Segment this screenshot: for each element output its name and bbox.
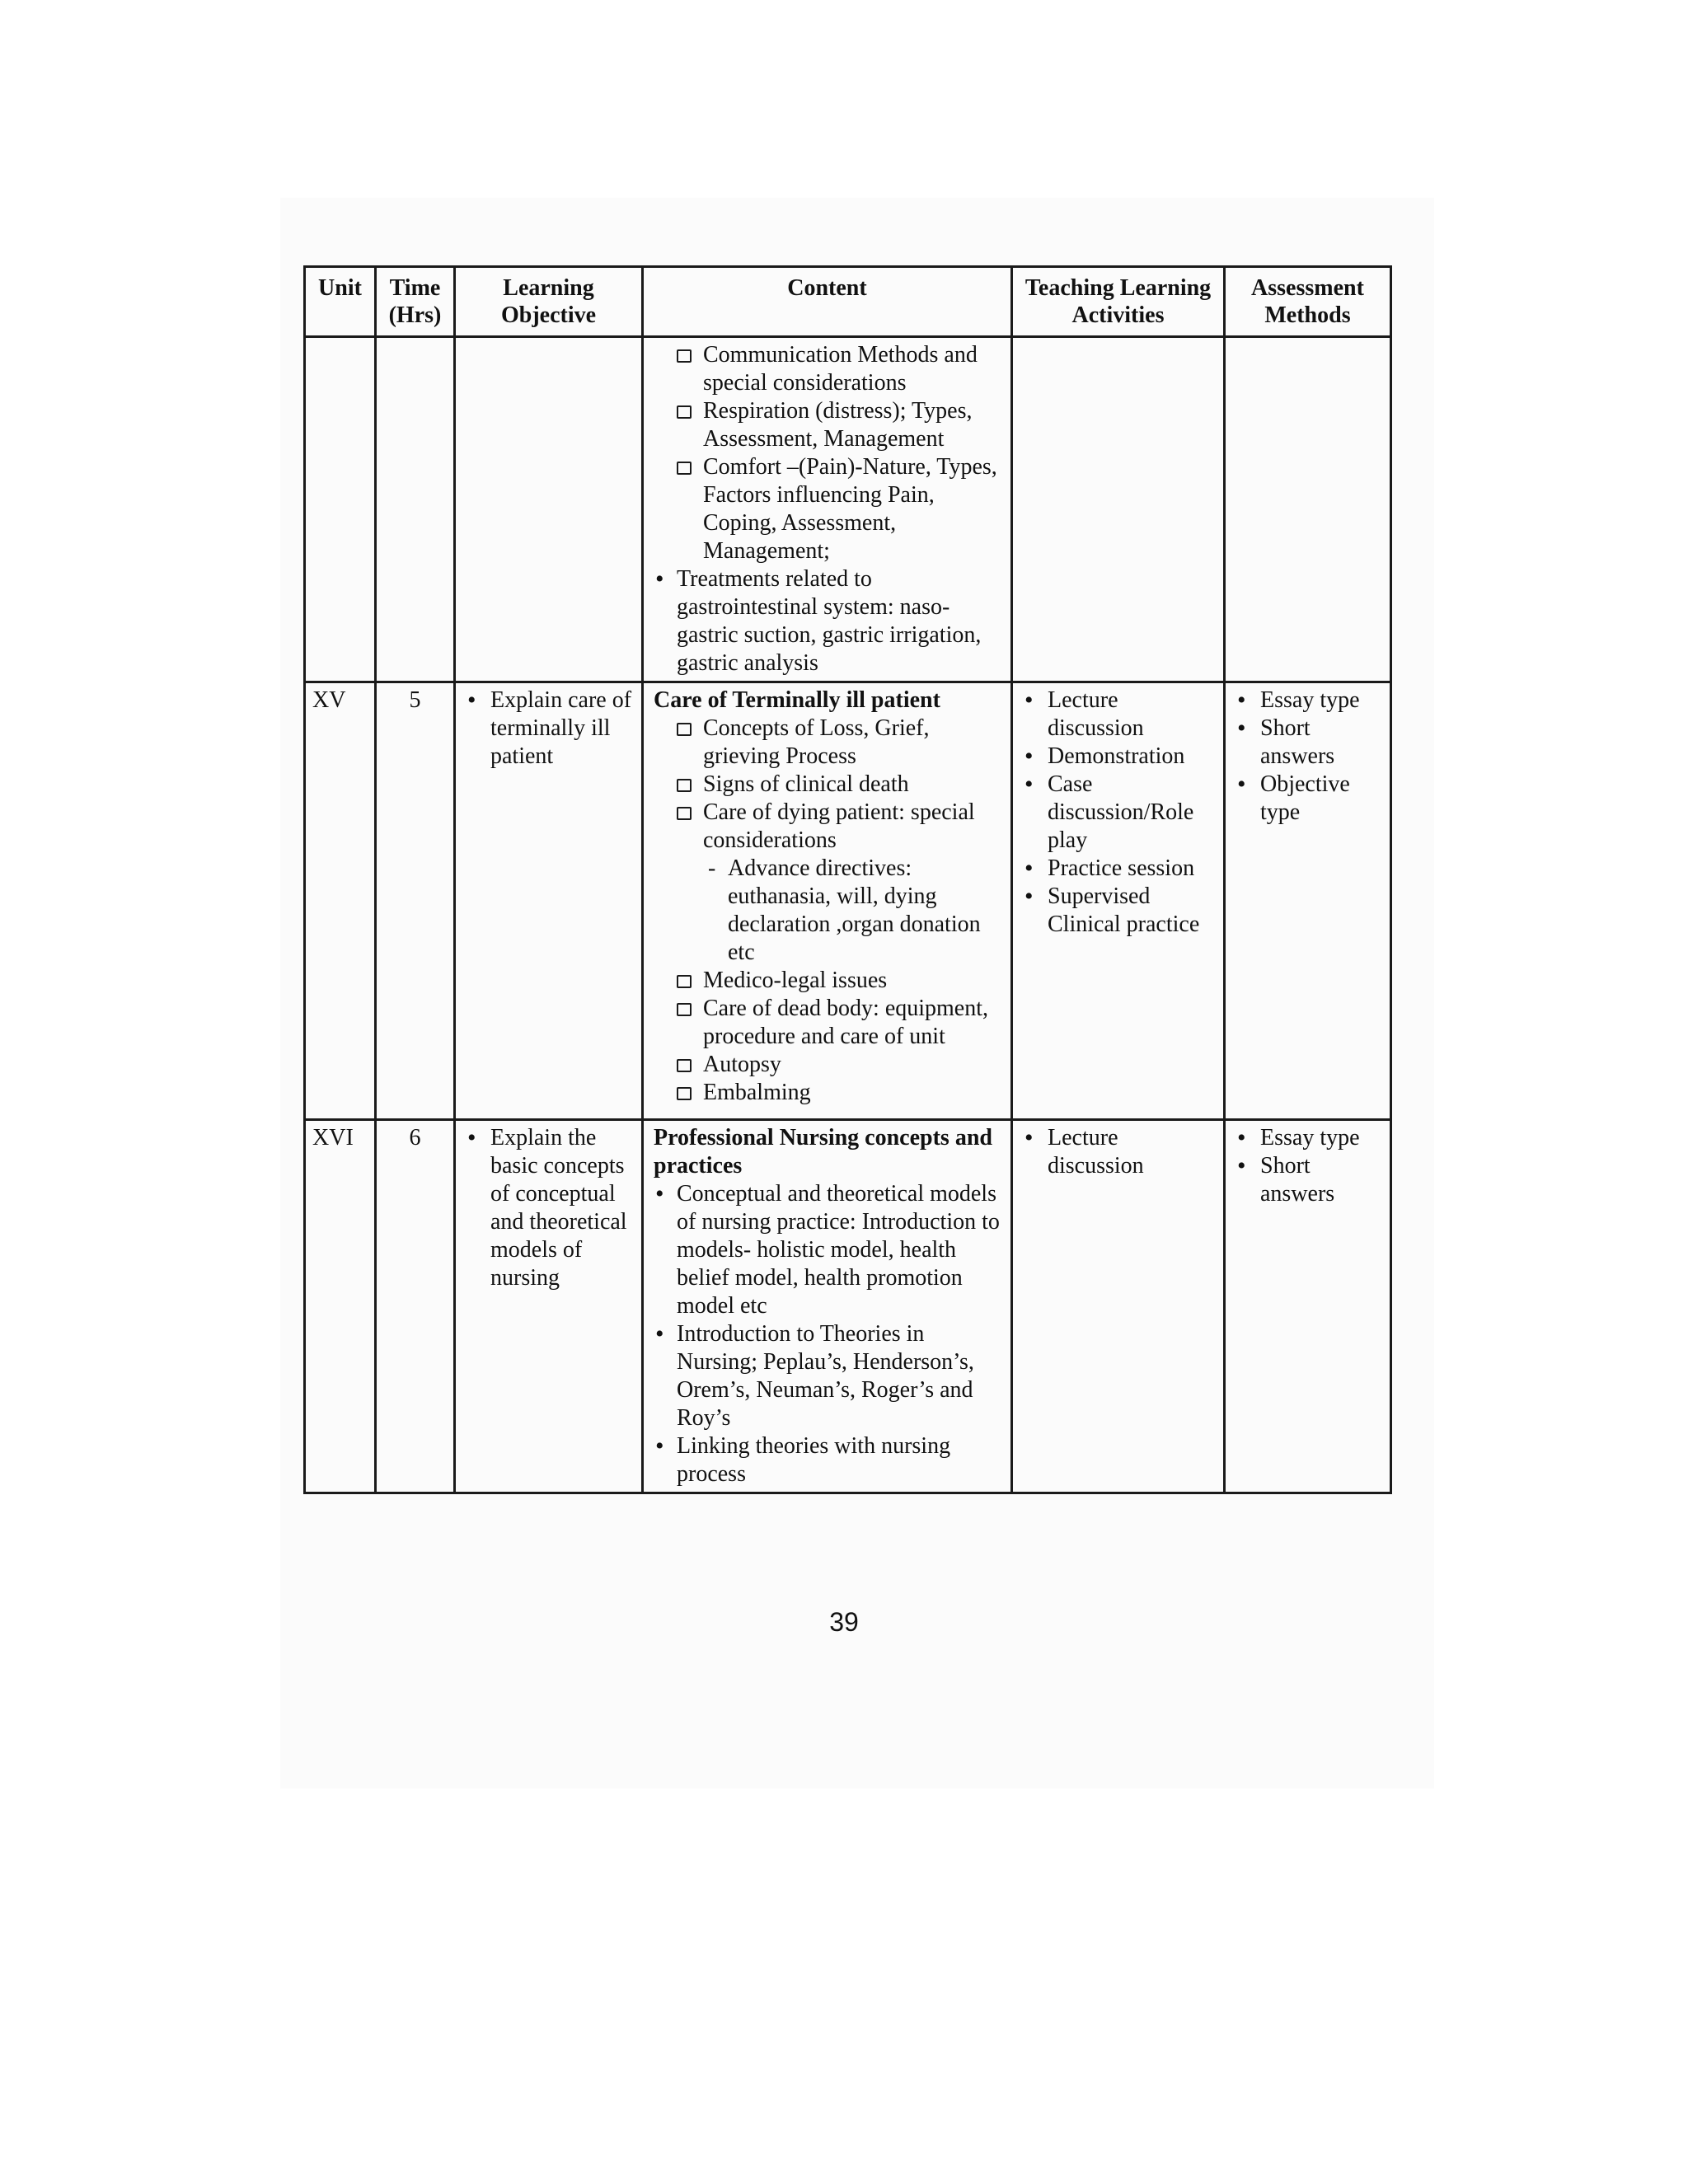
page-number: 39	[829, 1607, 859, 1637]
table-row-unit-xv	[305, 682, 1391, 1120]
list-item: Embalming	[673, 1079, 1004, 1107]
content-list	[650, 715, 1004, 1107]
list-item: • Practice session	[1020, 855, 1217, 883]
assessment-list	[1232, 687, 1383, 827]
cell-tla	[1012, 337, 1225, 682]
list-item: Medico-legal issues	[673, 967, 1004, 995]
content-title: Care of Terminally ill patient	[654, 687, 940, 713]
list-item: • Short answers	[1232, 1152, 1383, 1208]
cell-assessment	[1225, 337, 1391, 682]
list-item: • Essay type	[1232, 1124, 1383, 1152]
list-item: Respiration (distress); Types, Assessment, Management	[673, 397, 1004, 453]
cell-time: 6	[376, 1120, 455, 1493]
cell-assessment	[1225, 1120, 1391, 1493]
cell-objective	[455, 337, 643, 682]
list-item: • Explain care of terminally ill patient	[462, 687, 635, 771]
list-item: • Demonstration	[1020, 743, 1217, 771]
assessment-list	[1232, 1124, 1383, 1208]
cell-unit	[305, 337, 376, 682]
list-item: • Lecture discussion	[1020, 687, 1217, 743]
table-row-continuation	[305, 337, 1391, 682]
cell-objective	[455, 1120, 643, 1493]
cell-objective	[455, 682, 643, 1120]
header-content: Content	[643, 267, 1012, 337]
header-row	[305, 267, 1391, 337]
header-unit: Unit	[305, 267, 376, 337]
content-title: Professional Nursing concepts and practices	[654, 1125, 992, 1179]
list-item: • Supervised Clinical practice	[1020, 883, 1217, 939]
tla-list	[1020, 1124, 1217, 1180]
list-item: • Case discussion/Role play	[1020, 771, 1217, 855]
cell-tla	[1012, 1120, 1225, 1493]
cell-content	[643, 1120, 1012, 1493]
cell-time	[376, 337, 455, 682]
cell-content	[643, 682, 1012, 1120]
header-teaching-learning-activities: Teaching Learning Activities	[1012, 267, 1225, 337]
list-item: Communication Methods and special considerations	[673, 341, 1004, 397]
cell-assessment	[1225, 682, 1391, 1120]
list-item: • Conceptual and theoretical models of nursing practice: Introduction to models- holistic model, health belief model, health promotion model etc	[650, 1180, 1004, 1320]
content-list	[650, 1180, 1004, 1488]
objective-list	[462, 687, 635, 771]
header-assessment-methods: Assessment Methods	[1225, 267, 1391, 337]
header-learning-objective: Learning Objective	[455, 267, 643, 337]
list-item: • Short answers	[1232, 715, 1383, 771]
cell-content	[643, 337, 1012, 682]
list-item: • Linking theories with nursing process	[650, 1432, 1004, 1488]
table-row-unit-xvi	[305, 1120, 1391, 1493]
list-item: Comfort –(Pain)-Nature, Types, Factors influencing Pain, Coping, Assessment, Management;	[673, 453, 1004, 565]
list-item: Concepts of Loss, Grief, grieving Process	[673, 715, 1004, 771]
list-item: • Lecture discussion	[1020, 1124, 1217, 1180]
header-time: Time (Hrs)	[376, 267, 455, 337]
list-item: • Explain the basic concepts of conceptual and theoretical models of nursing	[462, 1124, 635, 1292]
list-item: • Essay type	[1232, 687, 1383, 715]
list-item: • Objective type	[1232, 771, 1383, 827]
list-item: Signs of clinical death	[673, 771, 1004, 799]
cell-unit: XVI	[305, 1120, 376, 1493]
cell-unit: XV	[305, 682, 376, 1120]
list-item: Care of dying patient: special considerations	[673, 799, 1004, 855]
tla-list	[1020, 687, 1217, 939]
objective-list	[462, 1124, 635, 1292]
list-item: Autopsy	[673, 1051, 1004, 1079]
list-item: - Advance directives: euthanasia, will, dying declaration ,organ donation etc	[703, 855, 1004, 967]
content-list	[650, 341, 1004, 677]
list-item: • Introduction to Theories in Nursing; Peplau’s, Henderson’s, Orem’s, Neuman’s, Roger’s and Roy’s	[650, 1320, 1004, 1432]
syllabus-table	[303, 265, 1392, 1494]
cell-time: 5	[376, 682, 455, 1120]
list-item: • Treatments related to gastrointestinal system: naso-gastric suction, gastric irrigation, gastric analysis	[650, 565, 1004, 677]
cell-tla	[1012, 682, 1225, 1120]
list-item: Care of dead body: equipment, procedure and care of unit	[673, 995, 1004, 1051]
